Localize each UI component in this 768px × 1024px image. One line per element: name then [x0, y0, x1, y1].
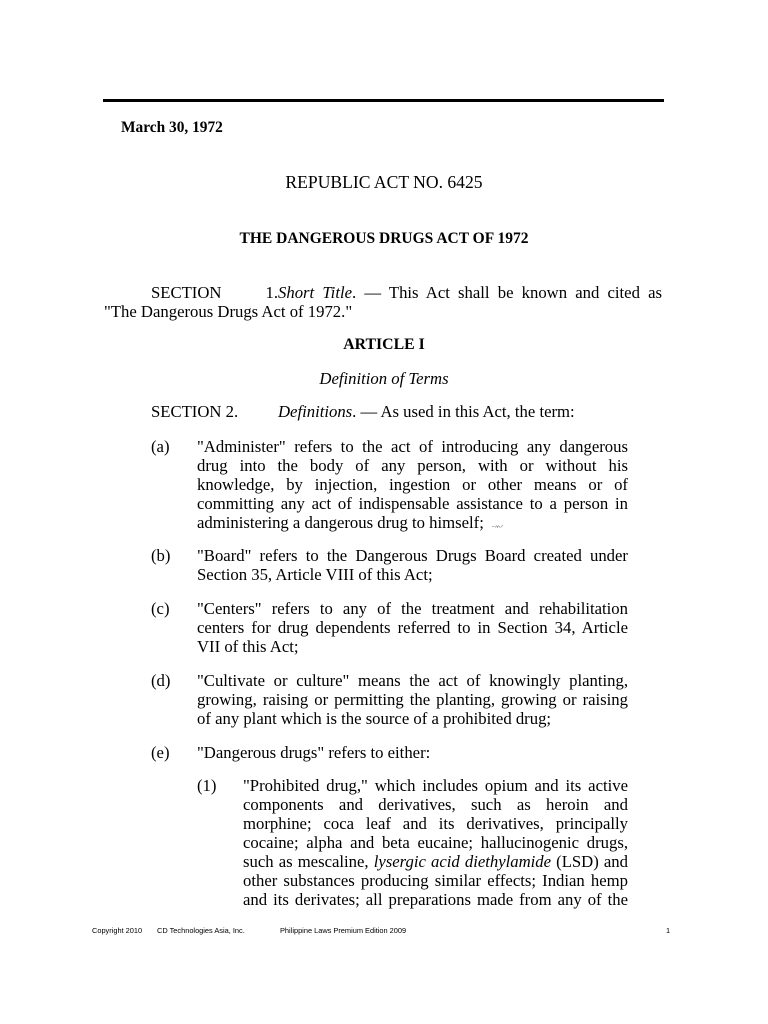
- definition-item-e: [151, 743, 628, 762]
- drug-name-italic: lysergic acid diethylamide: [373, 852, 552, 871]
- article-subheading: Definition of Terms: [319, 369, 449, 388]
- subdefinition-marker: (1): [197, 776, 217, 795]
- definition-marker: (b): [151, 546, 171, 565]
- definition-item-d: [151, 671, 628, 728]
- section-text: . — As used in this Act, the term:: [352, 402, 575, 421]
- footer-copyright: Copyright 2010: [92, 926, 143, 935]
- section-1-line-2: "The Dangerous Drugs Act of 1972.": [104, 302, 353, 321]
- subdefinition-line: "Prohibited drug," which includes opium and its active: [243, 776, 628, 795]
- definition-text: [197, 671, 628, 728]
- act-number-title: REPUBLIC ACT NO. 6425: [285, 172, 483, 192]
- definition-line: growing, raising or permitting the planting, growing or raising: [197, 690, 628, 709]
- definition-line: VII of this Act;: [197, 637, 299, 656]
- definition-line: [197, 513, 628, 532]
- definition-text: [197, 546, 628, 584]
- definition-line: "Cultivate or culture" means the act of knowingly planting,: [197, 671, 628, 690]
- definition-line: drug into the body of any person, with or without his: [197, 456, 628, 475]
- page-number: 1: [666, 926, 671, 935]
- subdefinition-line: components and derivatives, such as heroin and: [243, 795, 628, 814]
- subdefinition-line: other substances producing similar effects; Indian hemp: [243, 871, 628, 890]
- section-definitions-title: Definitions: [278, 402, 353, 421]
- subdefinition-item-1: [197, 776, 628, 909]
- line-text-before: such as mescaline,: [243, 852, 374, 871]
- subdefinition-line: morphine; coca leaf and its derivatives, principally: [243, 814, 628, 833]
- act-name-title: THE DANGEROUS DRUGS ACT OF 1972: [239, 230, 529, 247]
- definition-marker: (e): [151, 743, 170, 762]
- document-date: March 30, 1972: [121, 119, 223, 136]
- section-label: SECTION 2.: [151, 402, 239, 421]
- definition-item-a: [151, 437, 628, 532]
- definition-marker: (a): [151, 437, 170, 456]
- definition-line: committing any act of indispensable assistance to a person in: [197, 494, 628, 513]
- footer-edition: Philippine Laws Premium Edition 2009: [280, 926, 407, 935]
- subdefinition-line: cocaine; alpha and beta eucaine; hallucinogenic drugs,: [243, 833, 628, 852]
- section-label: SECTION 1.: [151, 283, 278, 302]
- definition-item-c: [151, 599, 628, 656]
- definition-line: "Board" refers to the Dangerous Drugs Board created under: [197, 546, 628, 565]
- definition-text: [197, 599, 628, 656]
- definition-text: [197, 437, 628, 532]
- section-text: . — This Act shall be known and cited as: [352, 283, 662, 302]
- definition-marker: (d): [151, 671, 171, 690]
- subdefinition-text: [243, 776, 628, 909]
- definition-line: "Administer" refers to the act of introducing any dangerous: [197, 437, 628, 456]
- section-2-line: [151, 402, 662, 421]
- section-short-title: Short Title: [278, 283, 352, 302]
- section-1-line: [151, 283, 662, 302]
- subdefinition-line: [243, 852, 628, 871]
- definition-line: "Dangerous drugs" refers to either:: [197, 743, 431, 762]
- definition-item-b: [151, 546, 628, 584]
- definition-line: "Centers" refers to any of the treatment and rehabilitation: [197, 599, 628, 618]
- article-heading: ARTICLE I: [343, 336, 425, 353]
- subdefinition-line: and its derivates; all preparations made from any of the: [243, 890, 628, 909]
- definition-line: of any plant which is the source of a prohibited drug;: [197, 709, 552, 728]
- definition-line: Section 35, Article VIII of this Act;: [197, 565, 433, 584]
- header-rule: [103, 99, 664, 102]
- definition-text: [197, 743, 628, 762]
- definition-line: knowledge, by injection, ingestion or other means or of: [197, 475, 628, 494]
- definition-marker: (c): [151, 599, 170, 618]
- footer-publisher: CD Technologies Asia, Inc.: [157, 926, 245, 935]
- definition-line-text: administering a dangerous drug to himself;: [197, 513, 484, 532]
- definition-line: centers for drug dependents referred to in Section 34, Article: [197, 618, 628, 637]
- line-text-after: (LSD) and: [551, 852, 628, 871]
- annotation-mark-icon: [492, 523, 504, 528]
